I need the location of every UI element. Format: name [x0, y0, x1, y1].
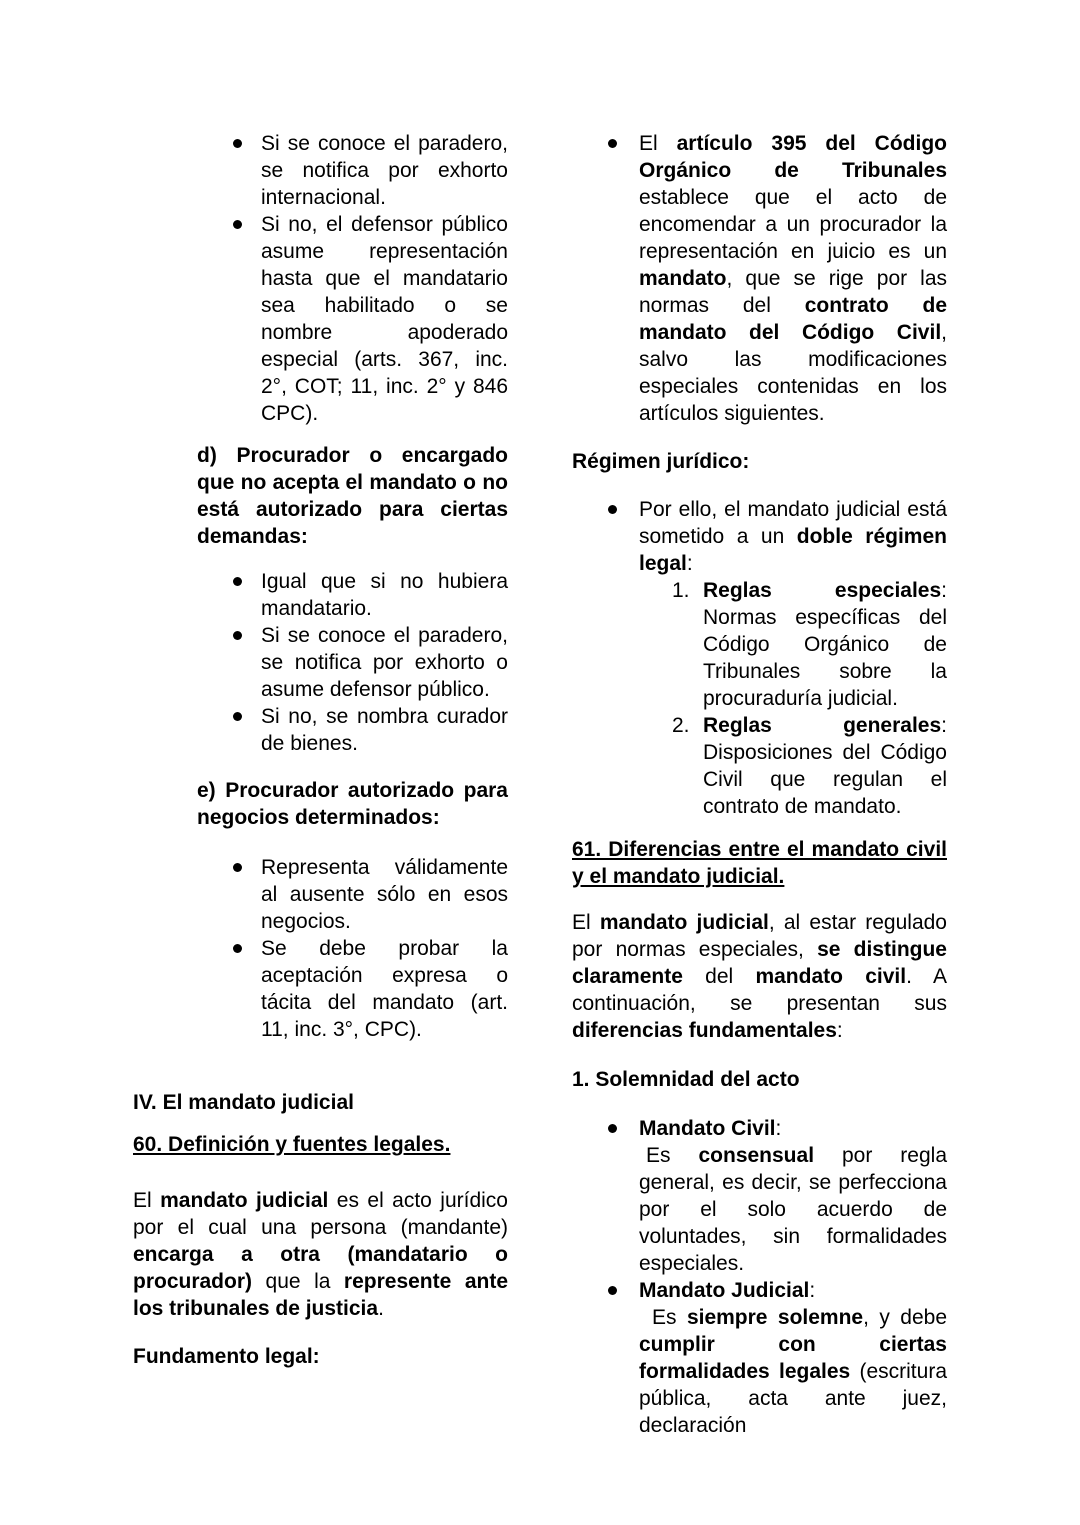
bullet-icon	[608, 1277, 639, 1439]
text-segment: Es	[646, 1144, 699, 1167]
list-item	[233, 854, 508, 935]
bullet-list-notificacion	[133, 130, 508, 427]
list-item-text: Igual que si no hubiera mandatario.	[261, 570, 508, 620]
heading-60-definicion	[133, 1131, 508, 1158]
list-item	[608, 1277, 947, 1439]
bullet-icon	[233, 622, 261, 703]
list-item	[233, 211, 508, 427]
list-item-text: Si no, se nombra curador de bienes.	[261, 705, 508, 755]
numbered-item	[672, 577, 947, 712]
bold-text-segment: mandato judicial	[599, 911, 769, 934]
bold-text-segment: Mandato Judicial	[639, 1279, 810, 1302]
text-segment: . A continuación, se presentan sus	[572, 965, 947, 1015]
bullet-list-d	[133, 568, 508, 757]
list-item-text: Se debe probar la aceptación expresa o tácita del mandato (art. 11, inc. 3°, CPC).	[261, 937, 508, 1041]
text-segment: :	[809, 1279, 816, 1302]
paragraph-definicion	[133, 1187, 508, 1322]
bullet-icon	[608, 496, 639, 820]
numbered-item	[672, 712, 947, 820]
text-segment: , y debe	[863, 1306, 947, 1329]
bullet-icon	[233, 211, 261, 427]
bullet-dot-icon	[233, 220, 242, 229]
bullet-icon	[233, 703, 261, 757]
list-item	[233, 622, 508, 703]
text-segment: es el acto jurídico por el cual una persona (mandante)	[133, 1189, 508, 1239]
list-item	[233, 935, 508, 1043]
bold-text-segment: siempre solemne	[686, 1306, 864, 1329]
text-segment: que la	[252, 1270, 344, 1293]
underlined-heading-text: 60. Definición y fuentes legales.	[133, 1133, 451, 1156]
bullet-dot-icon	[233, 577, 242, 586]
bullet-dot-icon	[608, 139, 617, 148]
list-item	[233, 703, 508, 757]
list-item	[608, 130, 947, 427]
bullet-icon	[233, 854, 261, 935]
bold-text-segment: artículo 395 del Código Orgánico de Tribunales	[639, 132, 947, 182]
bullet-icon	[608, 130, 639, 427]
bullet-list-articulo-395	[572, 130, 947, 427]
bold-text-segment: cumplir con ciertas formalidades legales	[639, 1333, 947, 1383]
text-segment: Por ello, el mandato judicial está sometido a un	[639, 498, 947, 548]
heading-fundamento-legal: Fundamento legal:	[133, 1345, 320, 1368]
bullet-dot-icon	[233, 139, 242, 148]
text-segment: Es	[652, 1306, 687, 1329]
bullet-list-regimen	[572, 496, 947, 820]
text-segment: (escritura pública, acta ante juez, declaración	[639, 1360, 947, 1437]
underlined-heading-text: 61. Diferencias entre el mandato civil y el mandato judicial.	[572, 838, 947, 888]
heading-d-procurador: d) Procurador o encargado que no acepta el mandato o no está autorizado para ciertas demandas:	[197, 444, 508, 548]
list-item-text	[639, 1277, 947, 1439]
heading-iv-mandato-judicial: IV. El mandato judicial	[133, 1091, 354, 1114]
text-segment: El	[639, 132, 677, 155]
text-segment: .	[378, 1297, 384, 1320]
heading-regimen-juridico: Régimen jurídico:	[572, 450, 750, 473]
bold-text-segment: Reglas especiales	[703, 579, 942, 602]
text-segment: :	[836, 1019, 843, 1042]
text-segment: establece que el acto de encomendar a un procurador la representación en juicio es un	[639, 186, 947, 263]
numbered-item-text	[703, 712, 947, 820]
numbered-item-text	[703, 577, 947, 712]
mandato-civil-description	[639, 1142, 947, 1277]
list-item	[608, 1115, 947, 1277]
bold-text-segment: doble régimen legal	[639, 525, 947, 575]
bullet-list-solemnidad	[572, 1115, 947, 1439]
text-segment: : Disposiciones del Código Civil que regulan el contrato de mandato.	[703, 714, 947, 818]
bullet-icon	[608, 1115, 639, 1277]
text-segment: : Normas específicas del Código Orgánico de Tribunales sobre la procuraduría judicial.	[703, 579, 947, 710]
text-segment: El	[133, 1189, 161, 1212]
list-item	[608, 496, 947, 820]
bullet-dot-icon	[608, 1124, 617, 1133]
text-segment: :	[686, 552, 693, 575]
bold-text-segment: encarga a otra (mandatario o procurador)	[133, 1243, 508, 1293]
bullet-icon	[233, 568, 261, 622]
mandato-judicial-title	[639, 1277, 947, 1304]
bullet-dot-icon	[233, 863, 242, 872]
right-column	[572, 130, 947, 1525]
mandato-judicial-description	[639, 1304, 947, 1439]
bold-text-segment: represente ante los tribunales de justicia	[133, 1270, 508, 1320]
regimen-intro	[639, 496, 947, 577]
number-marker: 1.	[672, 579, 690, 602]
bold-text-segment: diferencias fundamentales	[572, 1019, 837, 1042]
bullet-dot-icon	[233, 712, 242, 721]
heading-e-procurador: e) Procurador autorizado para negocios determinados:	[197, 779, 508, 829]
text-segment: , salvo las modificaciones especiales contenidas en los artículos siguientes.	[639, 321, 947, 425]
number-marker: 2.	[672, 714, 690, 737]
list-item-text: Si no, el defensor público asume representación hasta que el mandatario sea habilitado o se nombre apoderado especial (arts. 367, inc. 2°, COT; 11, inc. 2° y 846 CPC).	[261, 213, 508, 425]
bullet-list-e	[133, 854, 508, 1043]
heading-61-diferencias	[572, 836, 947, 890]
bullet-dot-icon	[608, 1286, 617, 1295]
bold-text-segment: mandato civil	[755, 965, 907, 988]
text-segment: por regla general, es decir, se perfecciona por el solo acuerdo de voluntades, sin formalidades especiales.	[639, 1144, 948, 1275]
text-segment: , al estar regulado por normas especiales,	[572, 911, 947, 961]
heading-solemnidad: 1. Solemnidad del acto	[572, 1068, 800, 1091]
text-segment: :	[775, 1117, 782, 1140]
bullet-icon	[233, 935, 261, 1043]
numbered-list-reglas	[639, 577, 947, 820]
mandato-civil-title	[639, 1115, 947, 1142]
list-item	[233, 130, 508, 211]
list-item-text	[639, 1115, 947, 1277]
list-item-text: Si se conoce el paradero, se notifica por exhorto o asume defensor público.	[261, 624, 508, 701]
bold-text-segment: consensual	[698, 1144, 815, 1167]
list-item-text: Si se conoce el paradero, se notifica por exhorto internacional.	[261, 132, 508, 209]
text-segment: El	[572, 911, 600, 934]
list-item-text	[639, 496, 947, 820]
text-segment: , que se rige por las normas del	[639, 267, 947, 317]
paragraph-diferencias	[572, 909, 947, 1044]
text-segment: del	[682, 965, 756, 988]
bold-text-segment: se distingue claramente	[572, 938, 947, 988]
bullet-dot-icon	[233, 631, 242, 640]
list-item-text	[639, 130, 947, 427]
list-item-text: Representa válidamente al ausente sólo en esos negocios.	[261, 856, 508, 933]
bold-text-segment: mandato	[639, 267, 727, 290]
bullet-dot-icon	[608, 505, 617, 514]
bullet-icon	[233, 130, 261, 211]
left-column	[133, 130, 508, 1525]
bold-text-segment: mandato judicial	[160, 1189, 329, 1212]
bold-text-segment: Mandato Civil	[639, 1117, 776, 1140]
bold-text-segment: contrato de mandato del Código Civil	[639, 294, 948, 344]
bold-text-segment: Reglas generales	[703, 714, 942, 737]
bullet-dot-icon	[233, 944, 242, 953]
list-item	[233, 568, 508, 622]
